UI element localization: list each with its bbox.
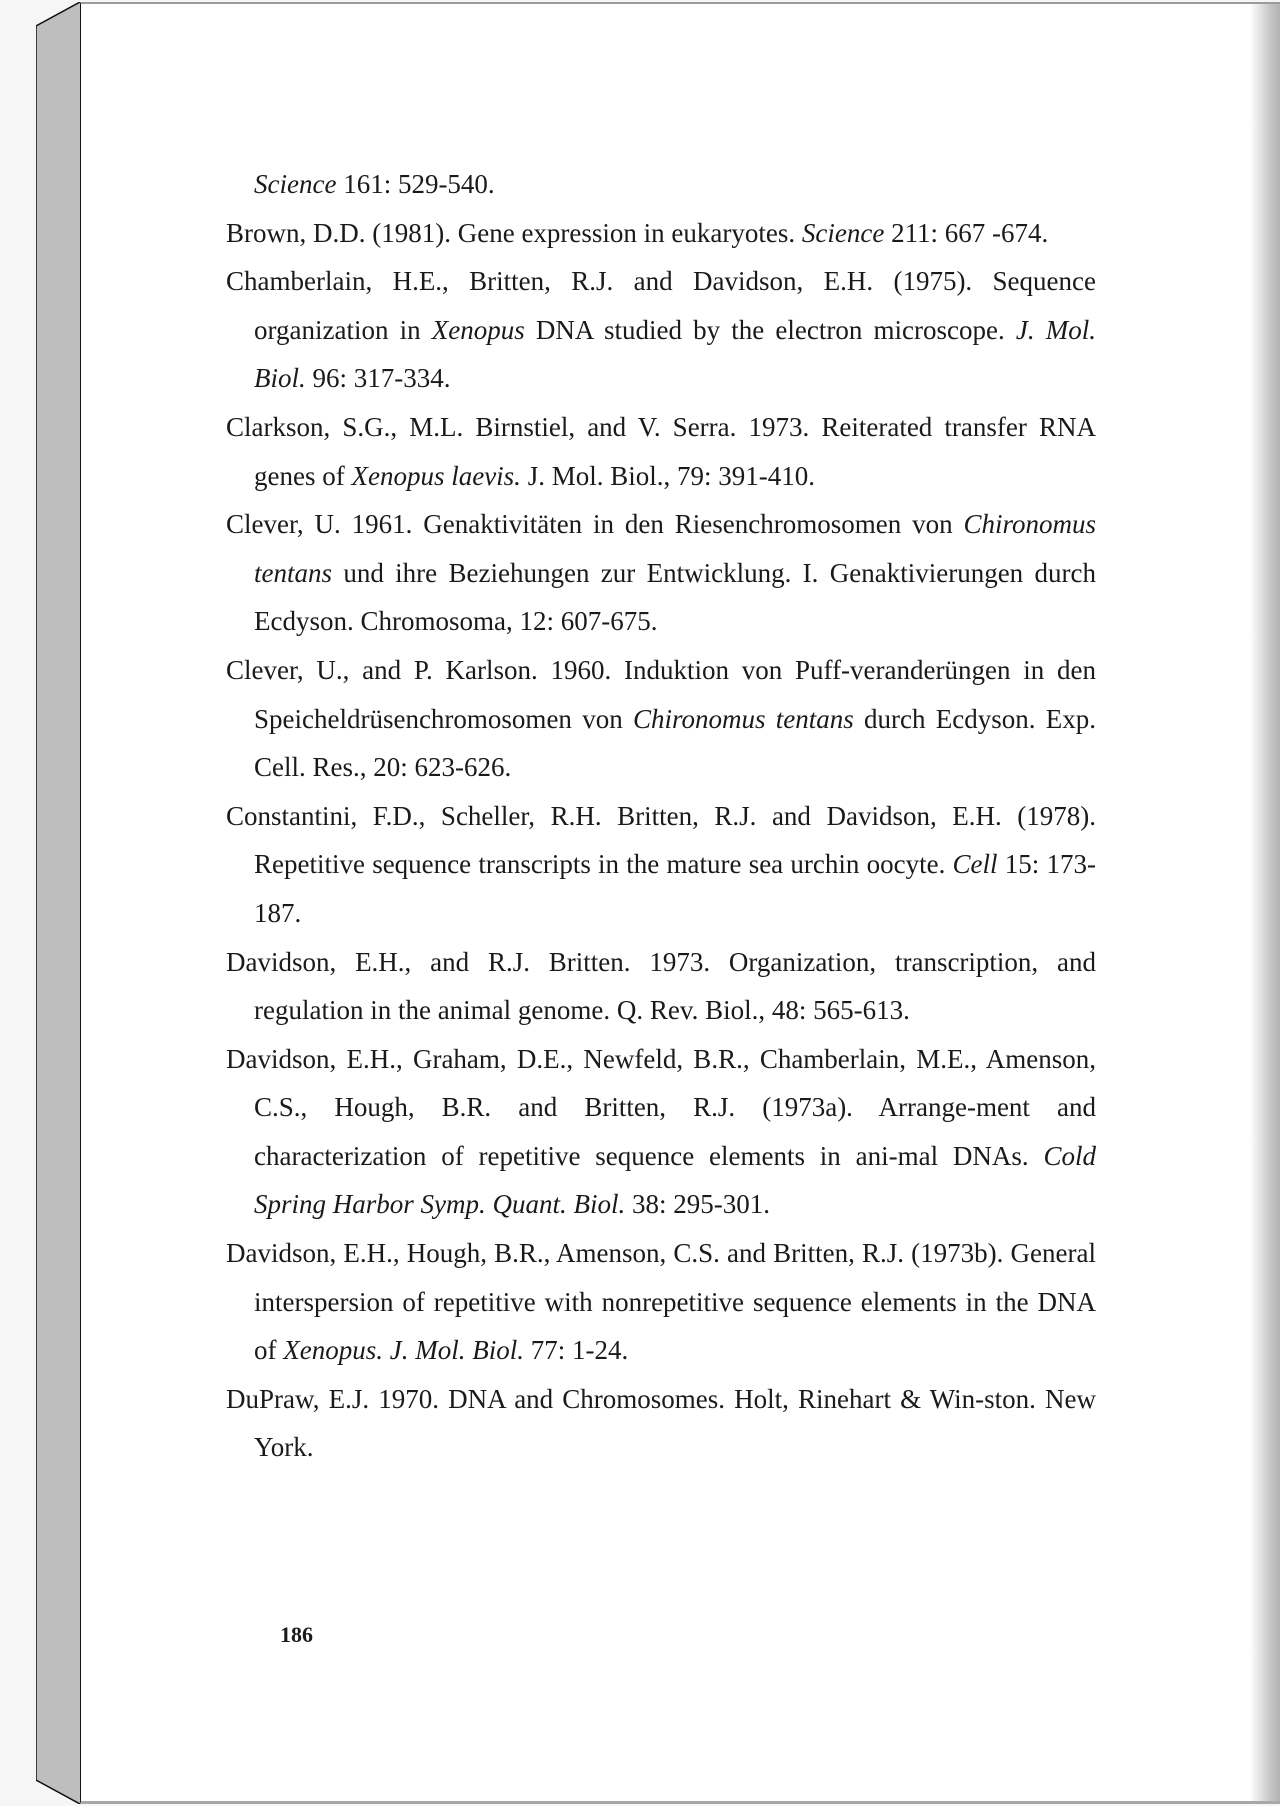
reference-text: durch Ecdyson. Exp. Cell. Res., 20: 623-626.: [254, 703, 1096, 783]
reference-text: Chamberlain, H.E., Britten, R.J. and Davidson, E.H. (1975). Sequence organization in: [226, 266, 1096, 345]
reference-text: Davidson, E.H., Graham, D.E., Newfeld, B.R., Chamberlain, M.E., Amenson, C.S., Hough, B.R. and Britten, R.J. (1973a). Arrange-ment and characterization of repetitive sequence elements in ani-mal DNAs.: [226, 1043, 1096, 1171]
reference-text: Constantini, F.D., Scheller, R.H. Britten, R.J. and Davidson, E.H. (1978). Repetitive sequence transcripts in the mature sea urchin oocyte.: [226, 800, 1096, 880]
italic-title: Cell: [952, 849, 998, 880]
reference-text: 38: 295-301.: [625, 1189, 770, 1220]
reference-text: 15: 173-187.: [254, 849, 1096, 928]
italic-title: Xenopus. J. Mol. Biol.: [283, 1335, 524, 1366]
italic-title: Chironomus tentans: [632, 703, 854, 734]
reference-entry: [226, 1035, 1096, 1229]
reference-entry: [226, 403, 1096, 500]
reference-text: Davidson, E.H., and R.J. Britten. 1973. Organization, transcription, and regulation in the animal genome. Q. Rev. Biol., 48: 565-613.: [226, 946, 1096, 1026]
italic-title: Cold Spring Harbor Symp. Quant. Biol.: [254, 1140, 1096, 1220]
reference-entry: [226, 1375, 1096, 1472]
reference-text: DuPraw, E.J. 1970. DNA and Chromosomes. Holt, Rinehart & Win-ston. New York.: [226, 1383, 1096, 1463]
reference-text: Brown, D.D. (1981). Gene expression in eukaryotes.: [226, 217, 802, 248]
reference-entries: [226, 209, 1096, 1472]
reference-entry: [226, 1229, 1096, 1375]
citation-detail: 161: 529-540.: [336, 169, 495, 199]
reference-text: und ihre Beziehungen zur Entwicklung. I. Genaktivierungen durch Ecdyson. Chromosoma, 12: 607-675.: [254, 557, 1096, 637]
spine-edge-outline: [36, 2, 80, 1804]
page-edge-shadow: [1250, 4, 1280, 1801]
reference-text: 211: 667 -674.: [884, 217, 1049, 248]
reference-text: J. Mol. Biol., 79: 391-410.: [520, 460, 815, 491]
reference-text: Clever, U. 1961. Genaktivitäten in den Riesenchromosomen von: [226, 509, 964, 540]
reference-text: Davidson, E.H., Hough, B.R., Amenson, C.S. and Britten, R.J. (1973b). General interspersion of repetitive with nonrepetitive sequence elements in the DNA of: [226, 1238, 1096, 1366]
reference-text: 96: 317-334.: [305, 363, 451, 394]
reference-entry: [226, 938, 1096, 1035]
reference-entry: [226, 792, 1096, 938]
reference-entry: [226, 257, 1096, 403]
reference-list: [226, 160, 1096, 1472]
reference-text: Clarkson, S.G., M.L. Birnstiel, and V. Serra. 1973. Reiterated transfer RNA genes of: [226, 411, 1096, 491]
reference-text: Clever, U., and P. Karlson. 1960. Induktion von Puff-veranderüngen in den Speicheldrüsenchromosomen von: [226, 654, 1096, 734]
italic-title: Chironomus tentans: [254, 509, 1096, 588]
reference-continuation: [226, 160, 1096, 209]
reference-text: 77: 1-24.: [523, 1335, 629, 1366]
page-number: 186: [280, 1622, 313, 1647]
reference-entry: [226, 500, 1096, 646]
reference-text: DNA studied by the electron microscope.: [524, 314, 1016, 345]
italic-title: Science: [801, 217, 885, 248]
italic-title: J. Mol. Biol.: [254, 314, 1096, 394]
journal-name: Science: [254, 169, 337, 199]
reference-entry: [226, 646, 1096, 792]
italic-title: Xenopus: [431, 314, 525, 345]
italic-title: Xenopus laevis.: [351, 460, 521, 491]
reference-entry: [226, 209, 1096, 258]
